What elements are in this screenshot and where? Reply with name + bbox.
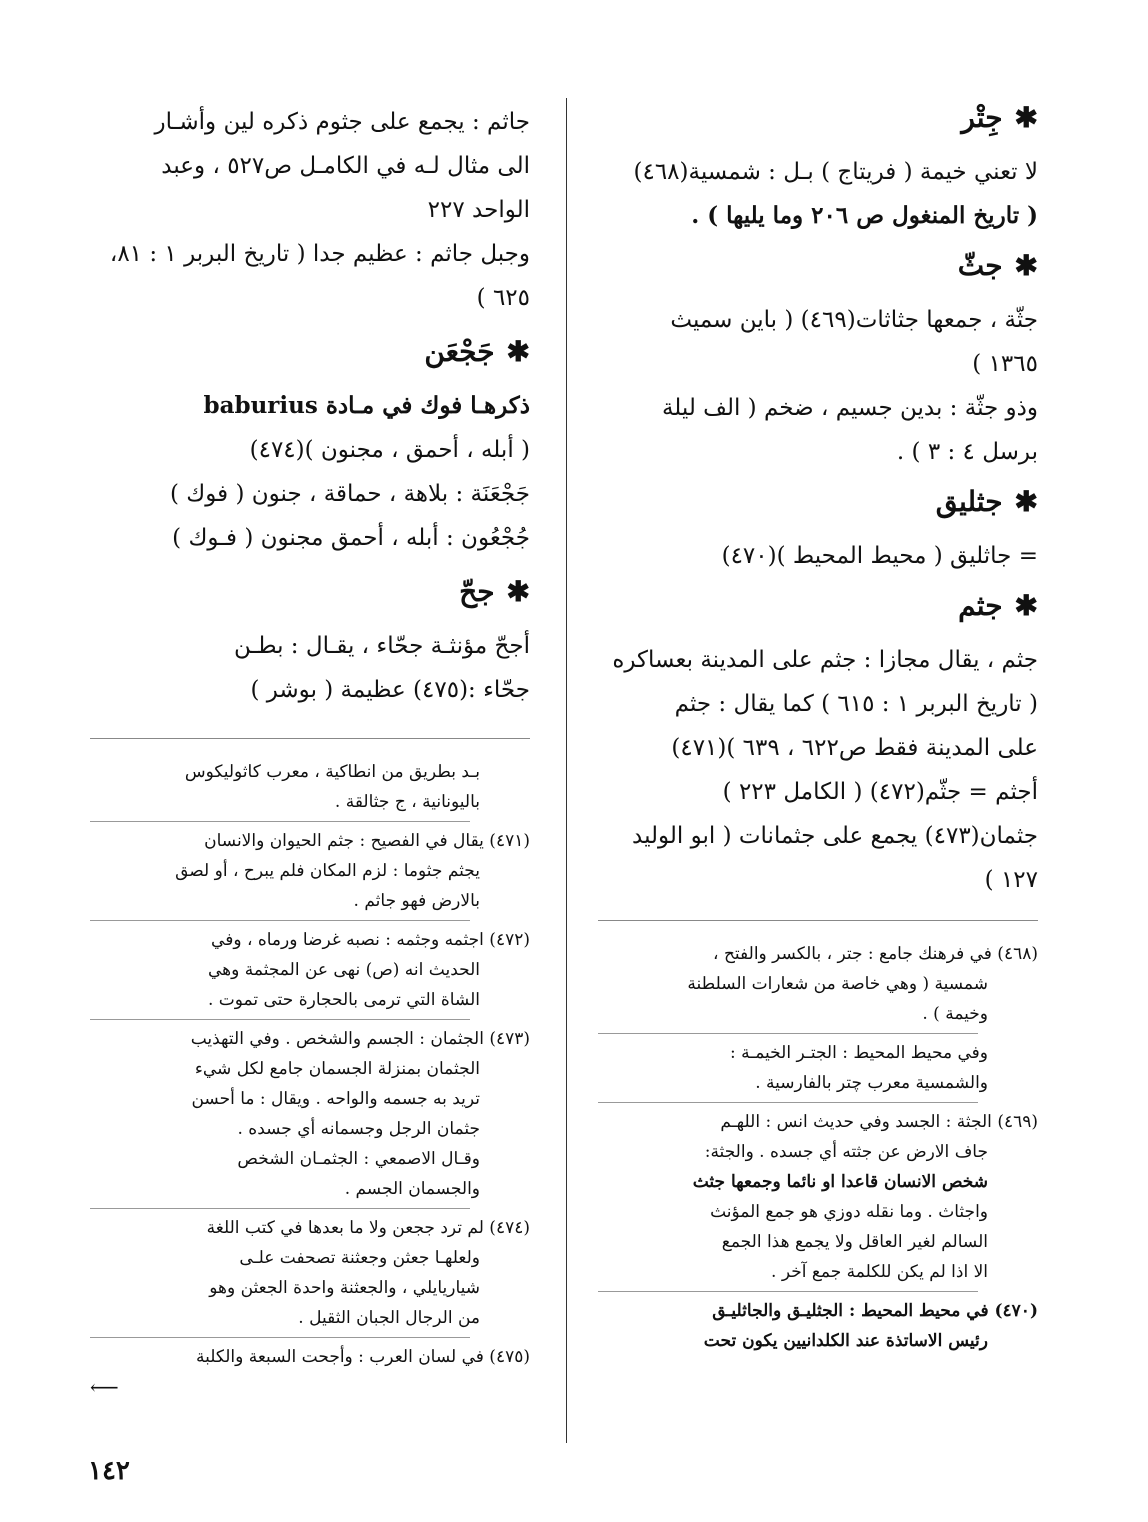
- entry-line: برسل ٤ : ٣ ) .: [896, 439, 1038, 465]
- footnote-divider: [90, 920, 470, 921]
- entry-jahh: [90, 574, 530, 712]
- entry-line: ذكرهـا فوك في مـادة baburius: [203, 392, 530, 419]
- footnote-divider: [598, 1291, 978, 1292]
- asterisk-icon: ✱: [1014, 249, 1038, 282]
- entry-line: أجثم = جثّم(٤٧٢) ( الكامل ٢٢٣ ): [722, 779, 1038, 805]
- entry-line: جَجْعَنَة : بلاهة ، حماقة ، جنون ( فوك ): [170, 481, 530, 507]
- entry-line: ١٣٦٥ ): [972, 351, 1038, 377]
- footnote: (٤٧٣) الجثمان : الجسم والشخص . وفي التهذيب الجثمان بمنزلة الجسمان جامع لكل شيء تريد به جسمه والواحه . ويقال : ما أحسن جثمان الرجل وجسمانه أي جسده . وقـال الاصمعي : الجثمـان الشخص والجسمان الجسم .: [190, 1029, 530, 1199]
- entry-line: أجحّ مؤنثـة جحّاء ، يقـال : بطـن: [233, 633, 530, 659]
- asterisk-icon: ✱: [1014, 485, 1038, 518]
- entry-jathth: [598, 248, 1038, 474]
- entry-headword: جَجْعَن: [424, 335, 495, 368]
- entry-headword: جحّ: [459, 575, 495, 608]
- footnote-divider: [598, 1033, 978, 1034]
- entry-jathim-cont: [90, 100, 530, 320]
- entry-jathliq: [598, 484, 1038, 578]
- entry-line: جُجْعُون : أبله ، أحمق مجنون ( فـوك ): [172, 525, 530, 551]
- footnote: بـد بطريق من انطاكية ، معرب كاثوليكوس باليونانية ، ج جثالقة .: [184, 762, 480, 812]
- footnote-divider: [90, 1019, 470, 1020]
- footnote: (٤٦٩) الجثة : الجسد وفي حديث انس : اللهـم جاف الارض عن جثته أي جسده . والجثة: شخص الانسان قاعدا او نائما وجمعها جثث واجثاث . وما نقله دوزي هو جمع المؤنث السالم لغير العاقل ولا يجمع هذا الجمع الا اذا لم يكن للكلمة جمع آخر .: [692, 1112, 1038, 1282]
- left-column: [90, 100, 530, 1406]
- entry-line: وجبل جاثم : عظيم جدا ( تاريخ البربر ١ : ٨١،: [109, 241, 530, 267]
- entry-jathama: [598, 588, 1038, 902]
- entry-line: ( تاريخ البربر ١ : ٦١٥ ) كما يقال : جثم: [674, 691, 1038, 717]
- entry-headword: جِتْر: [961, 101, 1003, 134]
- footnote-rule: [598, 920, 1038, 921]
- entry-line: جثم ، يقال مجازا : جثم على المدينة بعساكره: [612, 647, 1038, 673]
- entry-jitr: [598, 100, 1038, 238]
- entry-line: لا تعني خيمة ( فريتاج ) بـل : شمسية(٤٦٨): [633, 159, 1038, 185]
- footnote: (٤٧٥) في لسان العرب : وأجحت السبعة والكلبة ⟵: [90, 1342, 530, 1402]
- footnote-rule: [90, 738, 530, 739]
- column-separator: [566, 98, 567, 1443]
- footnote-divider: [90, 821, 470, 822]
- right-column: [598, 100, 1038, 1360]
- entry-headword: جثم: [958, 589, 1003, 622]
- page-number: ١٤٢: [88, 1456, 130, 1486]
- entry-line: جثمان(٤٧٣) يجمع على جثمانات ( ابو الوليد: [632, 823, 1038, 849]
- entry-line: ( أبله ، أحمق ، مجنون )(٤٧٤): [249, 437, 530, 463]
- footnote: (٤٦٨) في فرهنك جامع : جتر ، بالكسر والفتح ، شمسية ( وهي خاصة من شعارات السلطنة وخيمة ) .: [687, 944, 1038, 1024]
- entry-line: جاثم : يجمع على جثوم ذكره لين وأشـار: [154, 109, 530, 135]
- continuation-arrow-icon: ⟵: [90, 1375, 119, 1399]
- asterisk-icon: ✱: [1014, 101, 1038, 134]
- entry-headword: جثّ: [957, 249, 1003, 282]
- entry-jajan: [90, 334, 530, 560]
- entry-line: الى مثال لـه في الكامـل ص٥٢٧ ، وعبد: [161, 153, 530, 179]
- entry-line: وذو جثّة : بدين جسيم ، ضخم ( الف ليلة: [661, 395, 1038, 421]
- entry-line: الواحد ٢٢٧: [427, 197, 530, 223]
- asterisk-icon: ✱: [506, 335, 530, 368]
- footnote: (٤٧٠) في محيط المحيط : الجثليـق والجاثليـق رئيس الاساتذة عند الكلدانيين يكون تحت: [703, 1301, 1038, 1351]
- entry-line: ( تاريخ المنغول ص ٢٠٦ وما يليها ) .: [691, 202, 1038, 229]
- footnote-divider: [90, 1208, 470, 1209]
- entry-line: جحّاء :(٤٧٥) عظيمة ( بوشر ): [250, 677, 530, 703]
- asterisk-icon: ✱: [506, 575, 530, 608]
- footnote: (٤٧٤) لم ترد ججعن ولا ما بعدها في كتب اللغة ولعلهـا جعثن وجعثنة تصحفت علـى شياريايلي ، والجعثنة واحدة الجعثن وهو من الرجال الجبان الثقيل .: [206, 1218, 530, 1328]
- entry-headword: جثليق: [935, 485, 1003, 518]
- footnote: (٤٧٢) اجثمه وجثمه : نصبه غرضا ورماه ، وفي الحديث انه (ص) نهى عن المجثمة وهي الشاة التي ترمى بالحجارة حتى تموت .: [207, 930, 530, 1010]
- entry-line: ١٢٧ ): [984, 867, 1038, 893]
- footnote: وفي محيط المحيط : الجتـر الخيمـة : والشمسية معرب چتر بالفارسية .: [730, 1043, 988, 1093]
- asterisk-icon: ✱: [1014, 589, 1038, 622]
- footnote-divider: [90, 1337, 470, 1338]
- entry-line: ٦٢٥ ): [476, 285, 530, 311]
- footnote-divider: [598, 1102, 978, 1103]
- footnote: (٤٧١) يقال في الفصيح : جثم الحيوان والانسان يجثم جثوما : لزم المكان فلم يبرح ، أو لصق بالارض فهو جاثم .: [175, 831, 530, 911]
- entry-line: = جاثليق ( محيط المحيط )(٤٧٠): [721, 543, 1038, 569]
- entry-line: على المدينة فقط ص٦٢٢ ، ٦٣٩ )(٤٧١): [671, 735, 1038, 761]
- entry-line: جثّة ، جمعها جثاثات(٤٦٩) ( باين سميث: [670, 307, 1038, 333]
